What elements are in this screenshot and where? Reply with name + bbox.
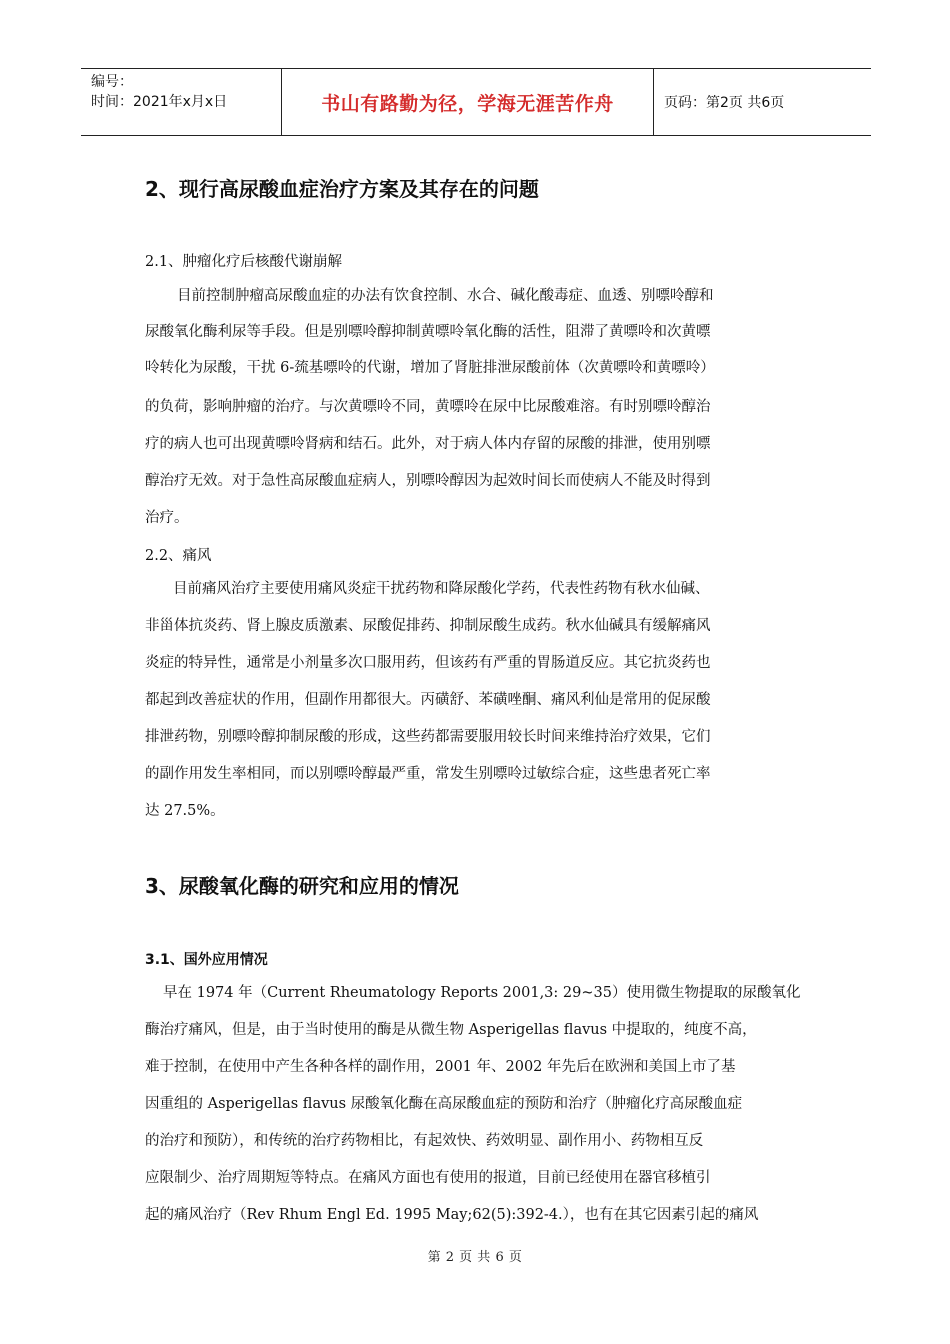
paragraph-line: 目前痛风治疗主要使用痛风炎症干扰药物和降尿酸化学药，代表性药物有秋水仙碱、 [173,581,710,597]
paragraph-line: 炎症的特异性，通常是小剂量多次口服用药，但该药有严重的胃肠道反应。其它抗炎药也 [145,655,711,671]
header-info-cell [81,69,281,135]
paragraph-line: 早在 1974 年（Current Rheumatology Reports 2001,3: 29~35）使用微生物提取的尿酸氧化 [163,985,801,1001]
serial-number-label: 编号： [91,74,133,90]
paragraph-line: 因重组的 Asperigellas flavus 尿酸氧化酶在高尿酸血症的预防和治疗（肿瘤化疗高尿酸血症 [145,1096,743,1112]
page-footer [0,1246,950,1265]
section-3-heading: 3、尿酸氧化酶的研究和应用的情况 [145,874,459,898]
paragraph-line: 的副作用发生率相同，而以别嘌呤醇最严重，常发生别嘌呤过敏综合症，这些患者死亡率 [145,766,711,782]
paragraph-line: 的治疗和预防），和传统的治疗药物相比，有起效快、药效明显、副作用小、药物相互反 [145,1133,704,1149]
header-motto: 书山有路勤为径，学海无涯苦作舟 [321,92,614,115]
paragraph-line: 治疗。 [145,510,189,526]
header-motto-cell [281,69,654,135]
paragraph-line: 起的痛风治疗（Rev Rhum Engl Ed. 1995 May;62(5):392-4.），也有在其它因素引起的痛风 [145,1207,759,1223]
paragraph-line: 目前控制肿瘤高尿酸血症的办法有饮食控制、水合、碱化酸毒症、血透、别嘌呤醇和 [177,288,714,304]
date-label: 时间：2021年x月x日 [91,94,228,110]
header-page-number: 页码：第2页 共6页 [664,95,785,111]
footer-page-number: 第 2 页 共 6 页 [427,1250,523,1265]
paragraph-line: 尿酸氧化酶利尿等手段。但是别嘌呤醇抑制黄嘌呤氧化酶的活性，阻滞了黄嘌呤和次黄嘌 [145,324,711,340]
paragraph-line: 都起到改善症状的作用，但副作用都很大。丙磺舒、苯磺唑酮、痛风利仙是常用的促尿酸 [145,692,711,708]
section-3-1-heading: 3.1、国外应用情况 [145,952,268,968]
section-2-2-heading: 2.2、痛风 [145,548,212,564]
section-2-heading: 2、现行高尿酸血症治疗方案及其存在的问题 [145,177,539,201]
paragraph-line: 酶治疗痛风，但是，由于当时使用的酶是从微生物 Asperigellas flavus 中提取的，纯度不高， [145,1022,757,1038]
section-2-1-heading: 2.1、肿瘤化疗后核酸代谢崩解 [145,254,343,270]
paragraph-line: 疗的病人也可出现黄嘌呤肾病和结石。此外，对于病人体内存留的尿酸的排泄，使用别嘌 [145,436,711,452]
header-page-cell [654,69,871,135]
page-header [81,68,871,136]
paragraph-line: 非甾体抗炎药、肾上腺皮质激素、尿酸促排药、抑制尿酸生成药。秋水仙碱具有缓解痛风 [145,618,711,634]
paragraph-line: 的负荷，影响肿瘤的治疗。与次黄嘌呤不同，黄嘌呤在尿中比尿酸难溶。有时别嘌呤醇治 [145,399,711,415]
paragraph-line: 难于控制，在使用中产生各种各样的副作用，2001 年、2002 年先后在欧洲和美国上市了基 [145,1059,736,1075]
paragraph-line: 应限制少、治疗周期短等特点。在痛风方面也有使用的报道，目前已经使用在器官移植引 [145,1170,711,1186]
paragraph-line: 呤转化为尿酸，干扰 6-巯基嘌呤的代谢，增加了肾脏排泄尿酸前体（次黄嘌呤和黄嘌呤） [145,360,715,376]
paragraph-line: 达 27.5%。 [145,803,225,819]
paragraph-line: 排泄药物，别嘌呤醇抑制尿酸的形成，这些药都需要服用较长时间来维持治疗效果，它们 [145,729,711,745]
paragraph-line: 醇治疗无效。对于急性高尿酸血症病人，别嘌呤醇因为起效时间长而使病人不能及时得到 [145,473,711,489]
